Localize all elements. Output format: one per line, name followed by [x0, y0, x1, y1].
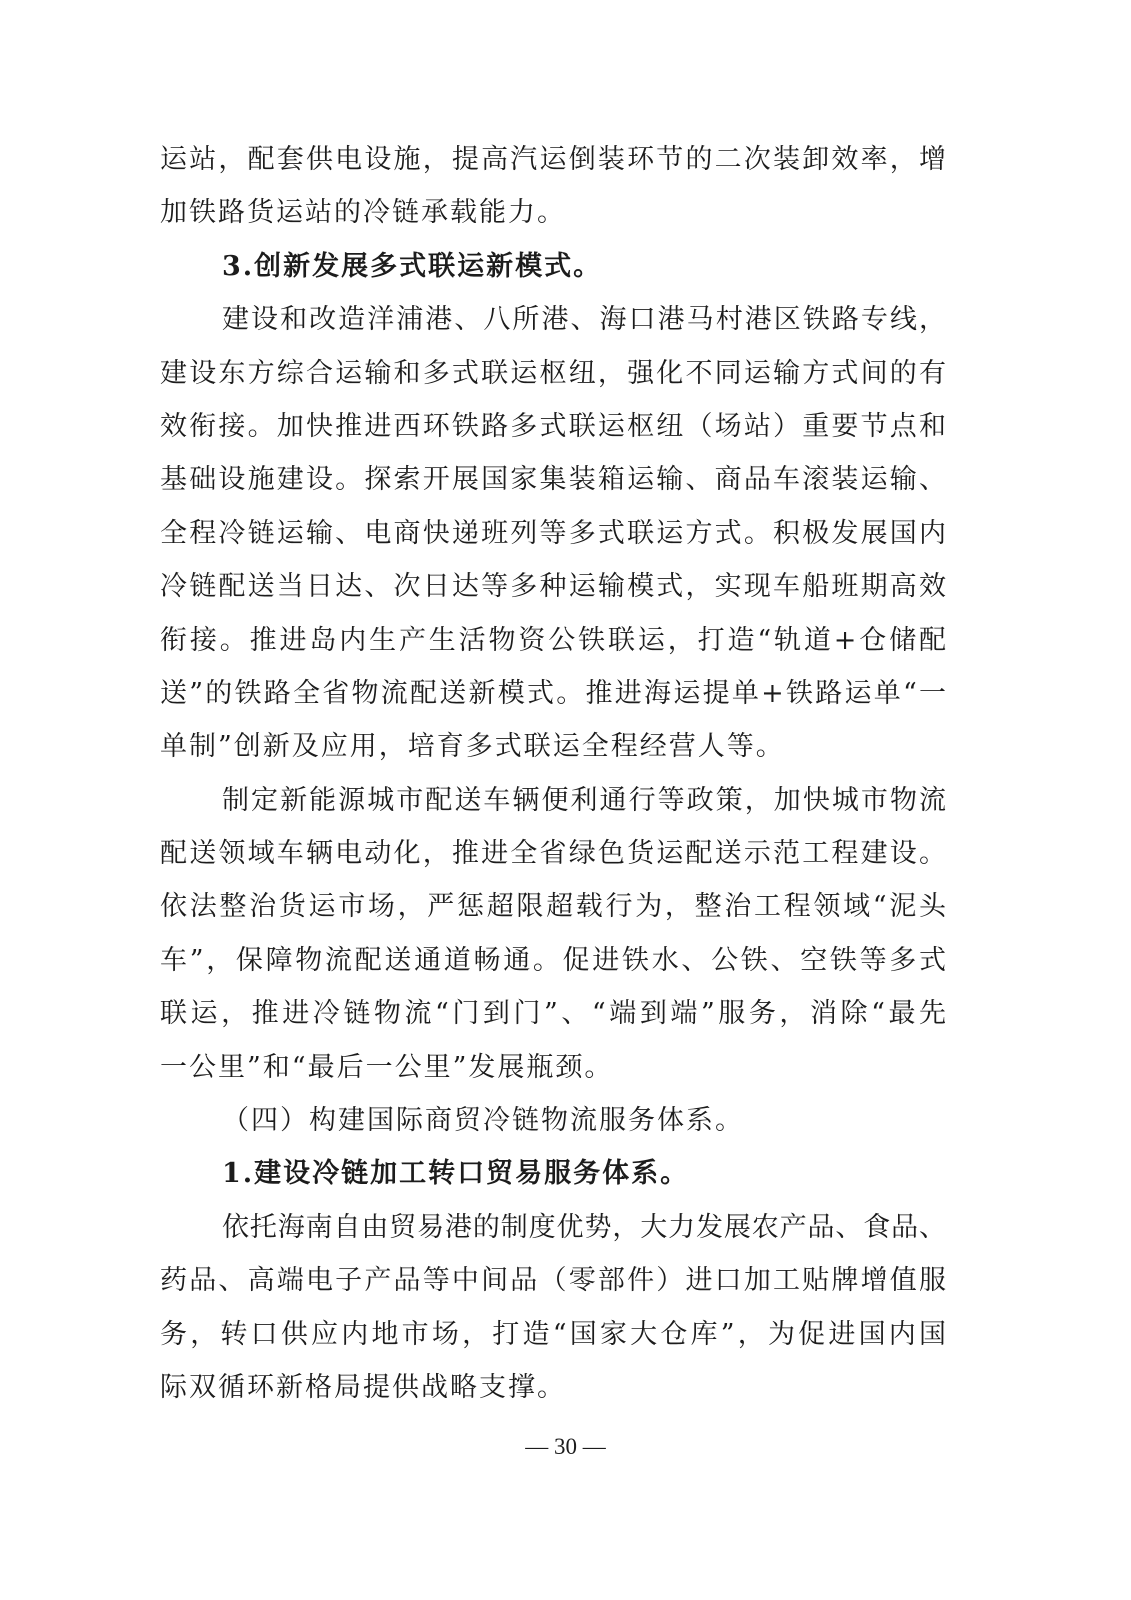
- page-number: — 30 —: [525, 1434, 606, 1459]
- text-line: 建设和改造洋浦港、八所港、海口港马村港区铁路专线，: [222, 304, 946, 336]
- section-heading: 3.创新发展多式联运新模式。: [222, 250, 603, 282]
- text-line: 单制”创新及应用，培育多式联运全程经营人等。: [160, 731, 785, 763]
- text-line: 依托海南自由贸易港的制度优势，大力发展农产品、食品、: [222, 1211, 946, 1243]
- text-line: 冷链配送当日达、次日达等多种运输模式，实现车船班期高效: [160, 571, 946, 603]
- text-line: 建设东方综合运输和多式联运枢纽，强化不同运输方式间的有: [160, 357, 946, 389]
- text-line: 制定新能源城市配送车辆便利通行等政策，加快城市物流: [222, 784, 946, 816]
- text-line: 运站，配套供电设施，提高汽运倒装环节的二次装卸效率，增: [160, 144, 946, 175]
- text-line: 务，转口供应内地市场，打造“国家大仓库”，为促进国内国: [160, 1318, 946, 1350]
- paragraph: [160, 293, 946, 774]
- text-line: 送”的铁路全省物流配送新模式。推进海运提单+铁路运单“一: [160, 677, 946, 709]
- text-line: 际双循环新格局提供战略支撑。: [160, 1371, 566, 1403]
- chapter-heading: （四）构建国际商贸冷链物流服务体系。: [222, 1105, 744, 1137]
- paragraph: [160, 774, 946, 1094]
- text-line: 基础设施建设。探索开展国家集装箱运输、商品车滚装运输、: [160, 464, 946, 496]
- document-body: [160, 133, 946, 1414]
- section-heading: 1.建设冷链加工转口贸易服务体系。: [222, 1158, 690, 1190]
- text-line: 全程冷链运输、电商快递班列等多式联运方式。积极发展国内: [160, 517, 946, 549]
- text-line: 一公里”和“最后一公里”发展瓶颈。: [160, 1051, 614, 1083]
- text-line: 药品、高端电子产品等中间品（零部件）进口加工贴牌增值服: [160, 1265, 946, 1297]
- text-line: 衔接。推进岛内生产生活物资公铁联运，打造“轨道+仓储配: [160, 624, 946, 656]
- text-line: 车”，保障物流配送通道畅通。促进铁水、公铁、空铁等多式: [160, 944, 946, 976]
- paragraph-continuation: [160, 133, 946, 240]
- text-line: 联运，推进冷链物流“门到门”、“端到端”服务，消除“最先: [160, 998, 946, 1030]
- paragraph: [160, 1201, 946, 1415]
- text-line: 加铁路货运站的冷链承载能力。: [160, 197, 566, 229]
- text-line: 依法整治货运市场，严惩超限超载行为，整治工程领域“泥头: [160, 891, 946, 923]
- text-line: 效衔接。加快推进西环铁路多式联运枢纽（场站）重要节点和: [160, 410, 946, 442]
- text-line: 配送领域车辆电动化，推进全省绿色货运配送示范工程建设。: [160, 838, 946, 870]
